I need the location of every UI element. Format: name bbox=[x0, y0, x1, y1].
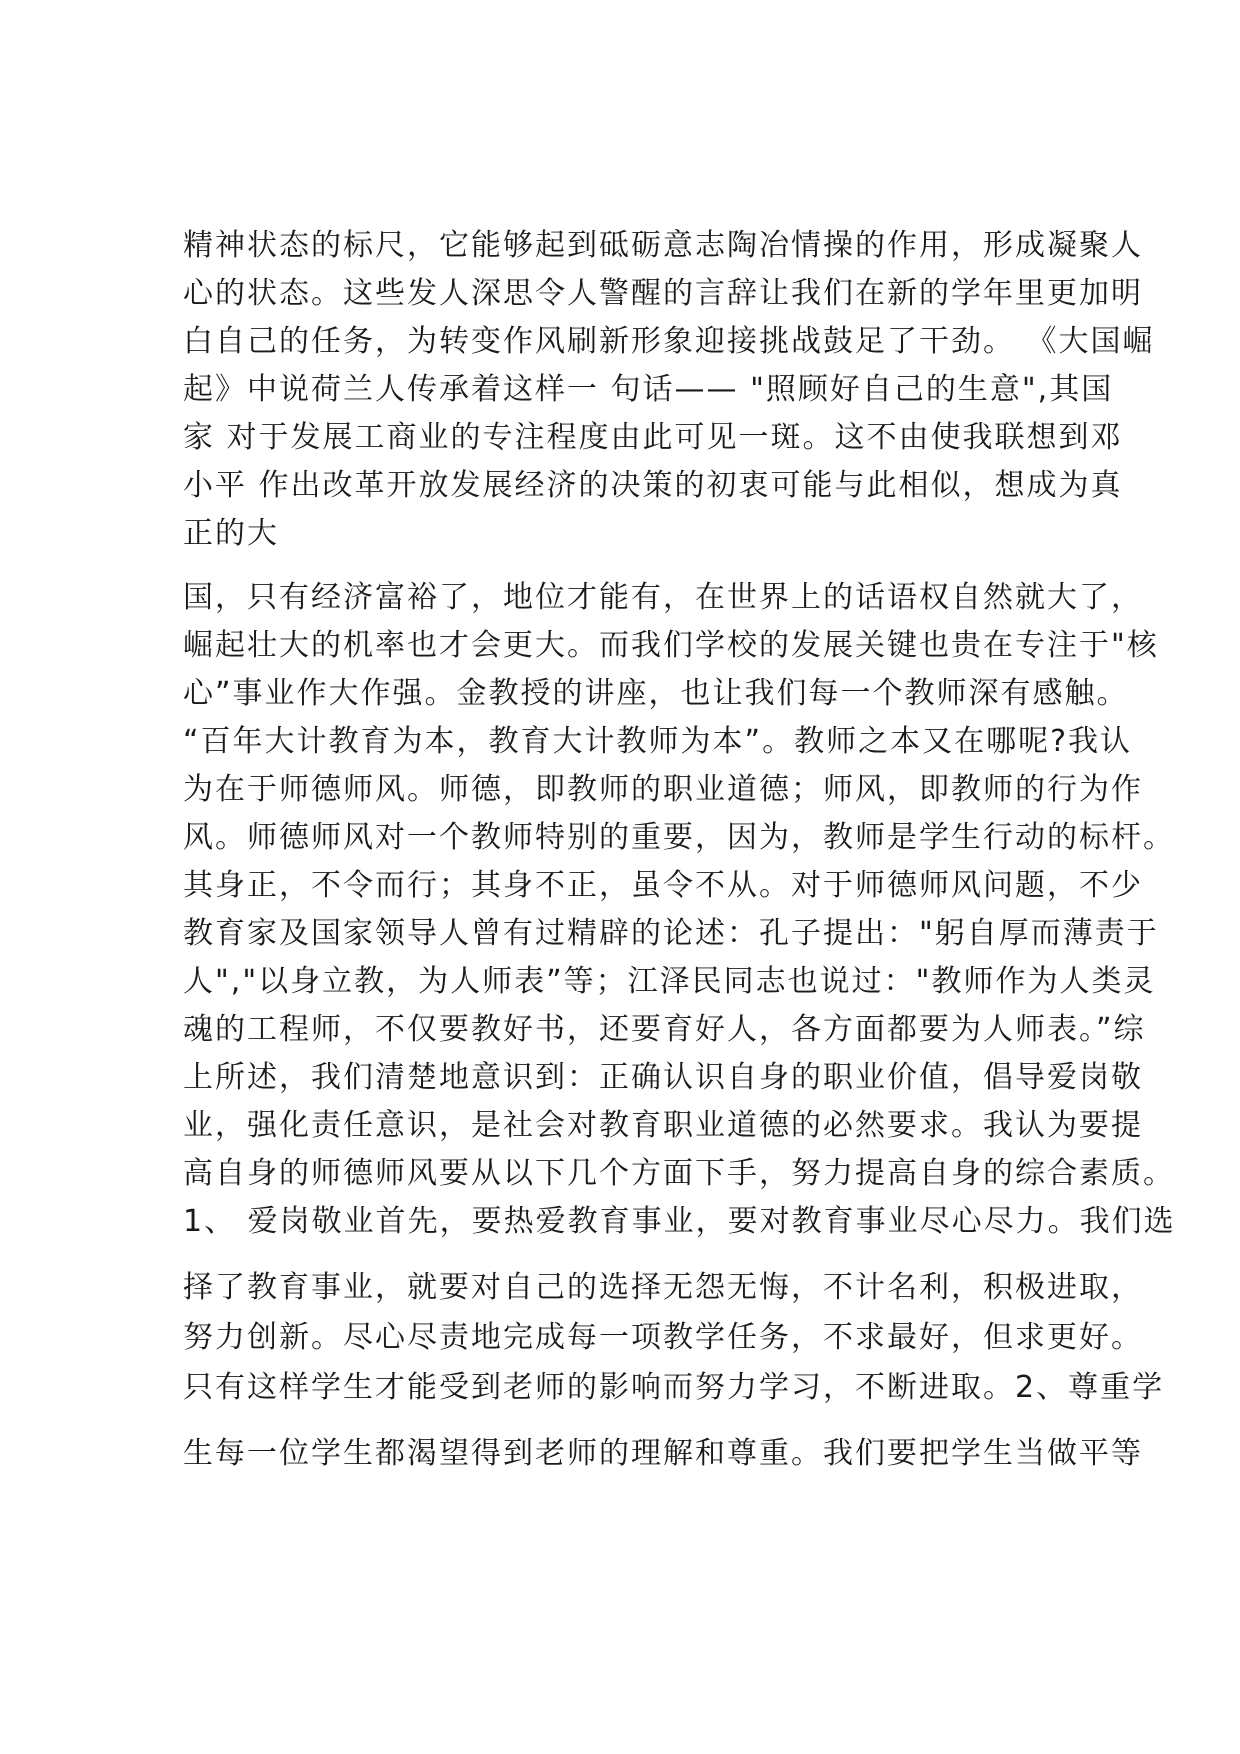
text-line: 上所述，我们清楚地意识到：正确认识自身的职业价值，倡导爱岗敬 bbox=[183, 1060, 1143, 1095]
text-line: 1、 爱岗敬业首先，要热爱教育事业，要对教育事业尽心尽力。我们选 bbox=[183, 1204, 1176, 1239]
text-line: 精神状态的标尺，它能够起到砥砺意志陶冶情操的作用，形成凝聚人 bbox=[183, 228, 1143, 263]
text-line: 教育家及国家领导人曾有过精辟的论述：孔子提出："躬自厚而薄责于 bbox=[183, 916, 1159, 951]
text-line: 其身正，不令而行；其身不正，虽令不从。对于师德师风问题，不少 bbox=[183, 868, 1143, 903]
text-line: “百年大计教育为本，教育大计教师为本”。教师之本又在哪呢?我认 bbox=[183, 724, 1133, 759]
text-line: 心”事业作大作强。金教授的讲座，也让我们每一个教师深有感触。 bbox=[183, 676, 1129, 711]
text-line: 家 对于发展工商业的专注程度由此可见一斑。这不由使我联想到邓 bbox=[183, 420, 1123, 455]
text-line: 努力创新。尽心尽责地完成每一项教学任务，不求最好，但求更好。 bbox=[183, 1320, 1143, 1355]
text-line: 白自己的任务，为转变作风刷新形象迎接挑战鼓足了干劲。 《大国崛 bbox=[183, 324, 1155, 359]
text-line: 小平 作出改革开放发展经济的决策的初衷可能与此相似，想成为真 bbox=[183, 468, 1123, 503]
text-line: 风。师德师风对一个教师特别的重要，因为，教师是学生行动的标杆。 bbox=[183, 820, 1175, 855]
text-line: 国，只有经济富裕了，地位才能有，在世界上的话语权自然就大了， bbox=[183, 580, 1143, 615]
text-line: 择了教育事业，就要对自己的选择无怨无悔，不计名利，积极进取， bbox=[183, 1270, 1143, 1305]
text-line: 崛起壮大的机率也才会更大。而我们学校的发展关键也贵在专注于"核 bbox=[183, 628, 1159, 663]
text-line: 正的大 bbox=[183, 516, 279, 551]
text-line: 只有这样学生才能受到老师的影响而努力学习，不断进取。2、尊重学 bbox=[183, 1370, 1165, 1405]
text-line: 魂的工程师，不仅要教好书，还要育好人，各方面都要为人师表。”综 bbox=[183, 1012, 1146, 1047]
text-line: 人","以身立教，为人师表”等；江泽民同志也说过："教师作为人类灵 bbox=[183, 964, 1156, 999]
text-line: 心的状态。这些发人深思令人警醒的言辞让我们在新的学年里更加明 bbox=[183, 276, 1143, 311]
text-line: 高自身的师德师风要从以下几个方面下手，努力提高自身的综合素质。 bbox=[183, 1156, 1175, 1191]
text-line: 生每一位学生都渴望得到老师的理解和尊重。我们要把学生当做平等 bbox=[183, 1436, 1143, 1471]
text-line: 起》中说荷兰人传承着这样一 句话—— "照顾好自己的生意",其国 bbox=[183, 372, 1114, 407]
text-line: 业，强化责任意识，是社会对教育职业道德的必然要求。我认为要提 bbox=[183, 1108, 1143, 1143]
text-line: 为在于师德师风。师德，即教师的职业道德；师风，即教师的行为作 bbox=[183, 772, 1143, 807]
